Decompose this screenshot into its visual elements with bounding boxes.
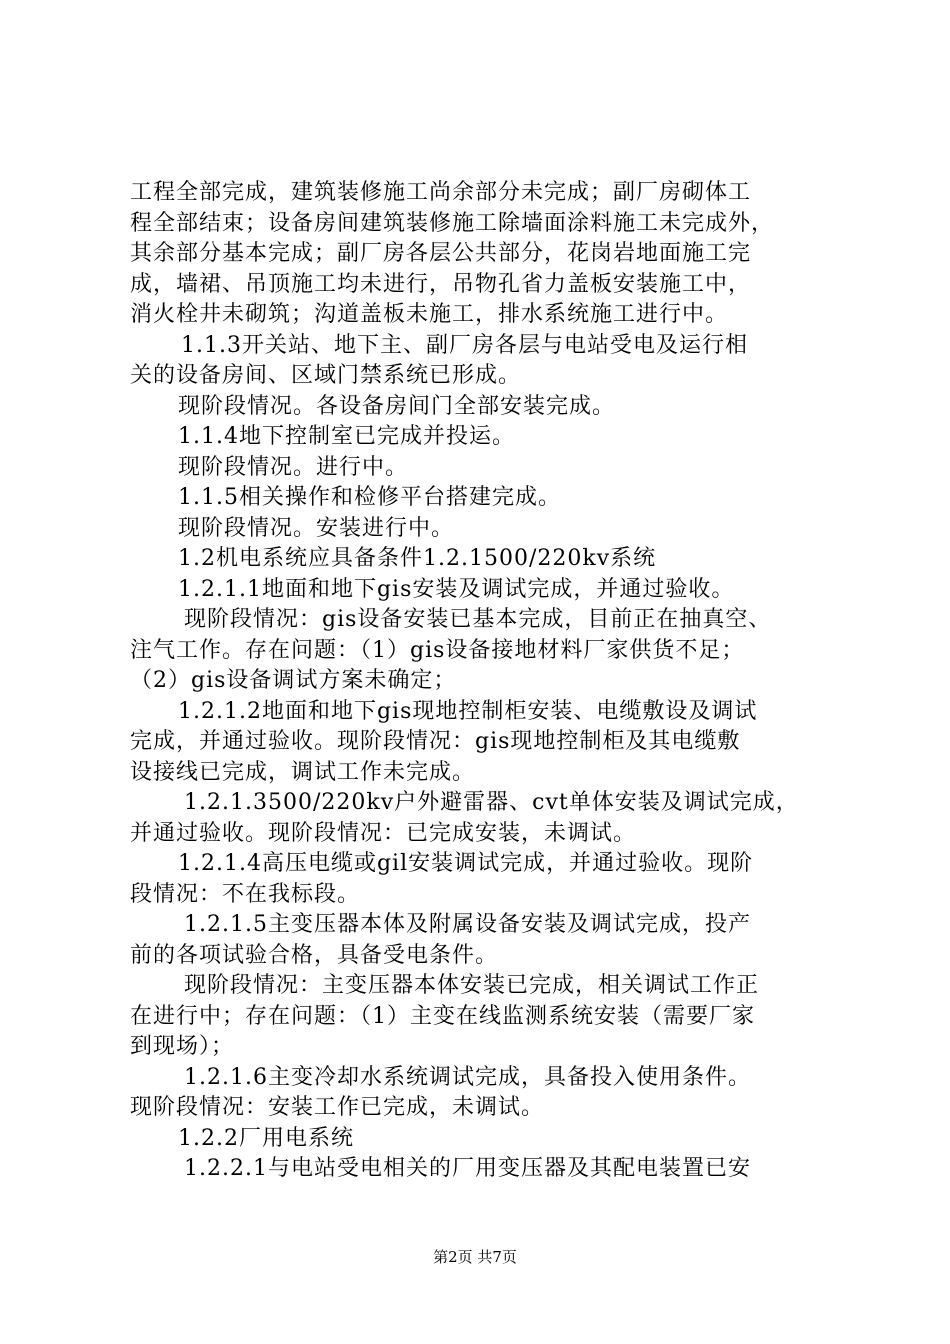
section-heading: 1.2.1.3500/220kv户外避雷器、cvt单体安装及调试完成， [184,790,799,815]
status-line: 现阶段情况：主变压器本体安装已完成，相关调试工作正 [184,973,760,998]
status-line: 现阶段情况。各设备房间门全部安装完成。 [178,394,616,419]
section-heading: 1.2.1.1地面和地下gis安装及调试完成，并通过验收。 [178,577,735,602]
section-heading: 1.1.4地下控制室已完成并投运。 [178,424,515,449]
section-heading: 1.1.3开关站、地下主、副厂房各层与电站受电及运行相 [181,333,748,358]
section-heading: 1.2.2.1与电站受电相关的厂用变压器及其配电装置已安 [184,1156,751,1181]
text-line: 前的各项试验合格，具备受电条件。 [130,943,499,968]
status-line: 现阶段情况：安装工作已完成，未调试。 [130,1095,545,1120]
section-heading: 1.2.1.5主变压器本体及附属设备安装及调试完成，投产 [184,912,751,937]
text-line: 关的设备房间、区域门禁系统已形成。 [130,363,522,388]
section-heading: 1.2机电系统应具备条件1.2.1500/220kv系统 [178,546,657,571]
text-line: 程全部结束；设备房间建筑装修施工除墙面涂料施工未完成外， [130,211,775,236]
text-line: 工程全部完成，建筑装修施工尚余部分未完成；副厂房砌体工 [130,180,752,205]
text-line: 设接线已完成，调试工作未完成。 [130,760,476,785]
status-line: 现阶段情况。安装进行中。 [178,516,455,541]
text-line: 并通过验收。现阶段情况：已完成安装，未调试。 [130,821,637,846]
text-line: 注气工作。存在问题：（1）gis设备接地材料厂家供货不足； [130,638,745,663]
text-line: 成，墙裙、吊顶施工均未进行，吊物孔省力盖板安装施工中， [130,272,752,297]
section-heading: 1.2.2厂用电系统 [178,1126,354,1151]
page-number-footer: 第2页 共7页 [433,1248,517,1266]
section-heading: 1.1.5相关操作和检修平台搭建完成。 [178,485,561,510]
section-heading: 1.2.1.4高压电缆或gil安装调试完成，并通过验收。现阶 [178,851,754,876]
status-line: 现阶段情况。进行中。 [178,455,409,480]
text-line: 段情况：不在我标段。 [130,882,361,907]
text-line: 到现场）； [130,1034,235,1059]
text-line: 其余部分基本完成；副厂房各层公共部分，花岗岩地面施工完 [130,241,752,266]
text-line: 在进行中；存在问题：（1）主变在线监测系统安装（需要厂家 [130,1004,755,1029]
text-line: 完成，并通过验收。现阶段情况：gis现地控制柜及其电缆敷 [130,729,741,754]
section-heading: 1.2.1.2地面和地下gis现地控制柜安装、电缆敷设及调试 [178,699,758,724]
section-heading: 1.2.1.6主变冷却水系统调试完成，具备投入使用条件。 [184,1065,751,1090]
text-line: 消火栓井未砌筑；沟道盖板未施工，排水系统施工进行中。 [130,302,729,327]
status-line: 现阶段情况：gis设备安装已基本完成，目前正在抽真空、 [184,607,772,632]
text-line: （2）gis设备调试方案未确定； [130,668,457,693]
